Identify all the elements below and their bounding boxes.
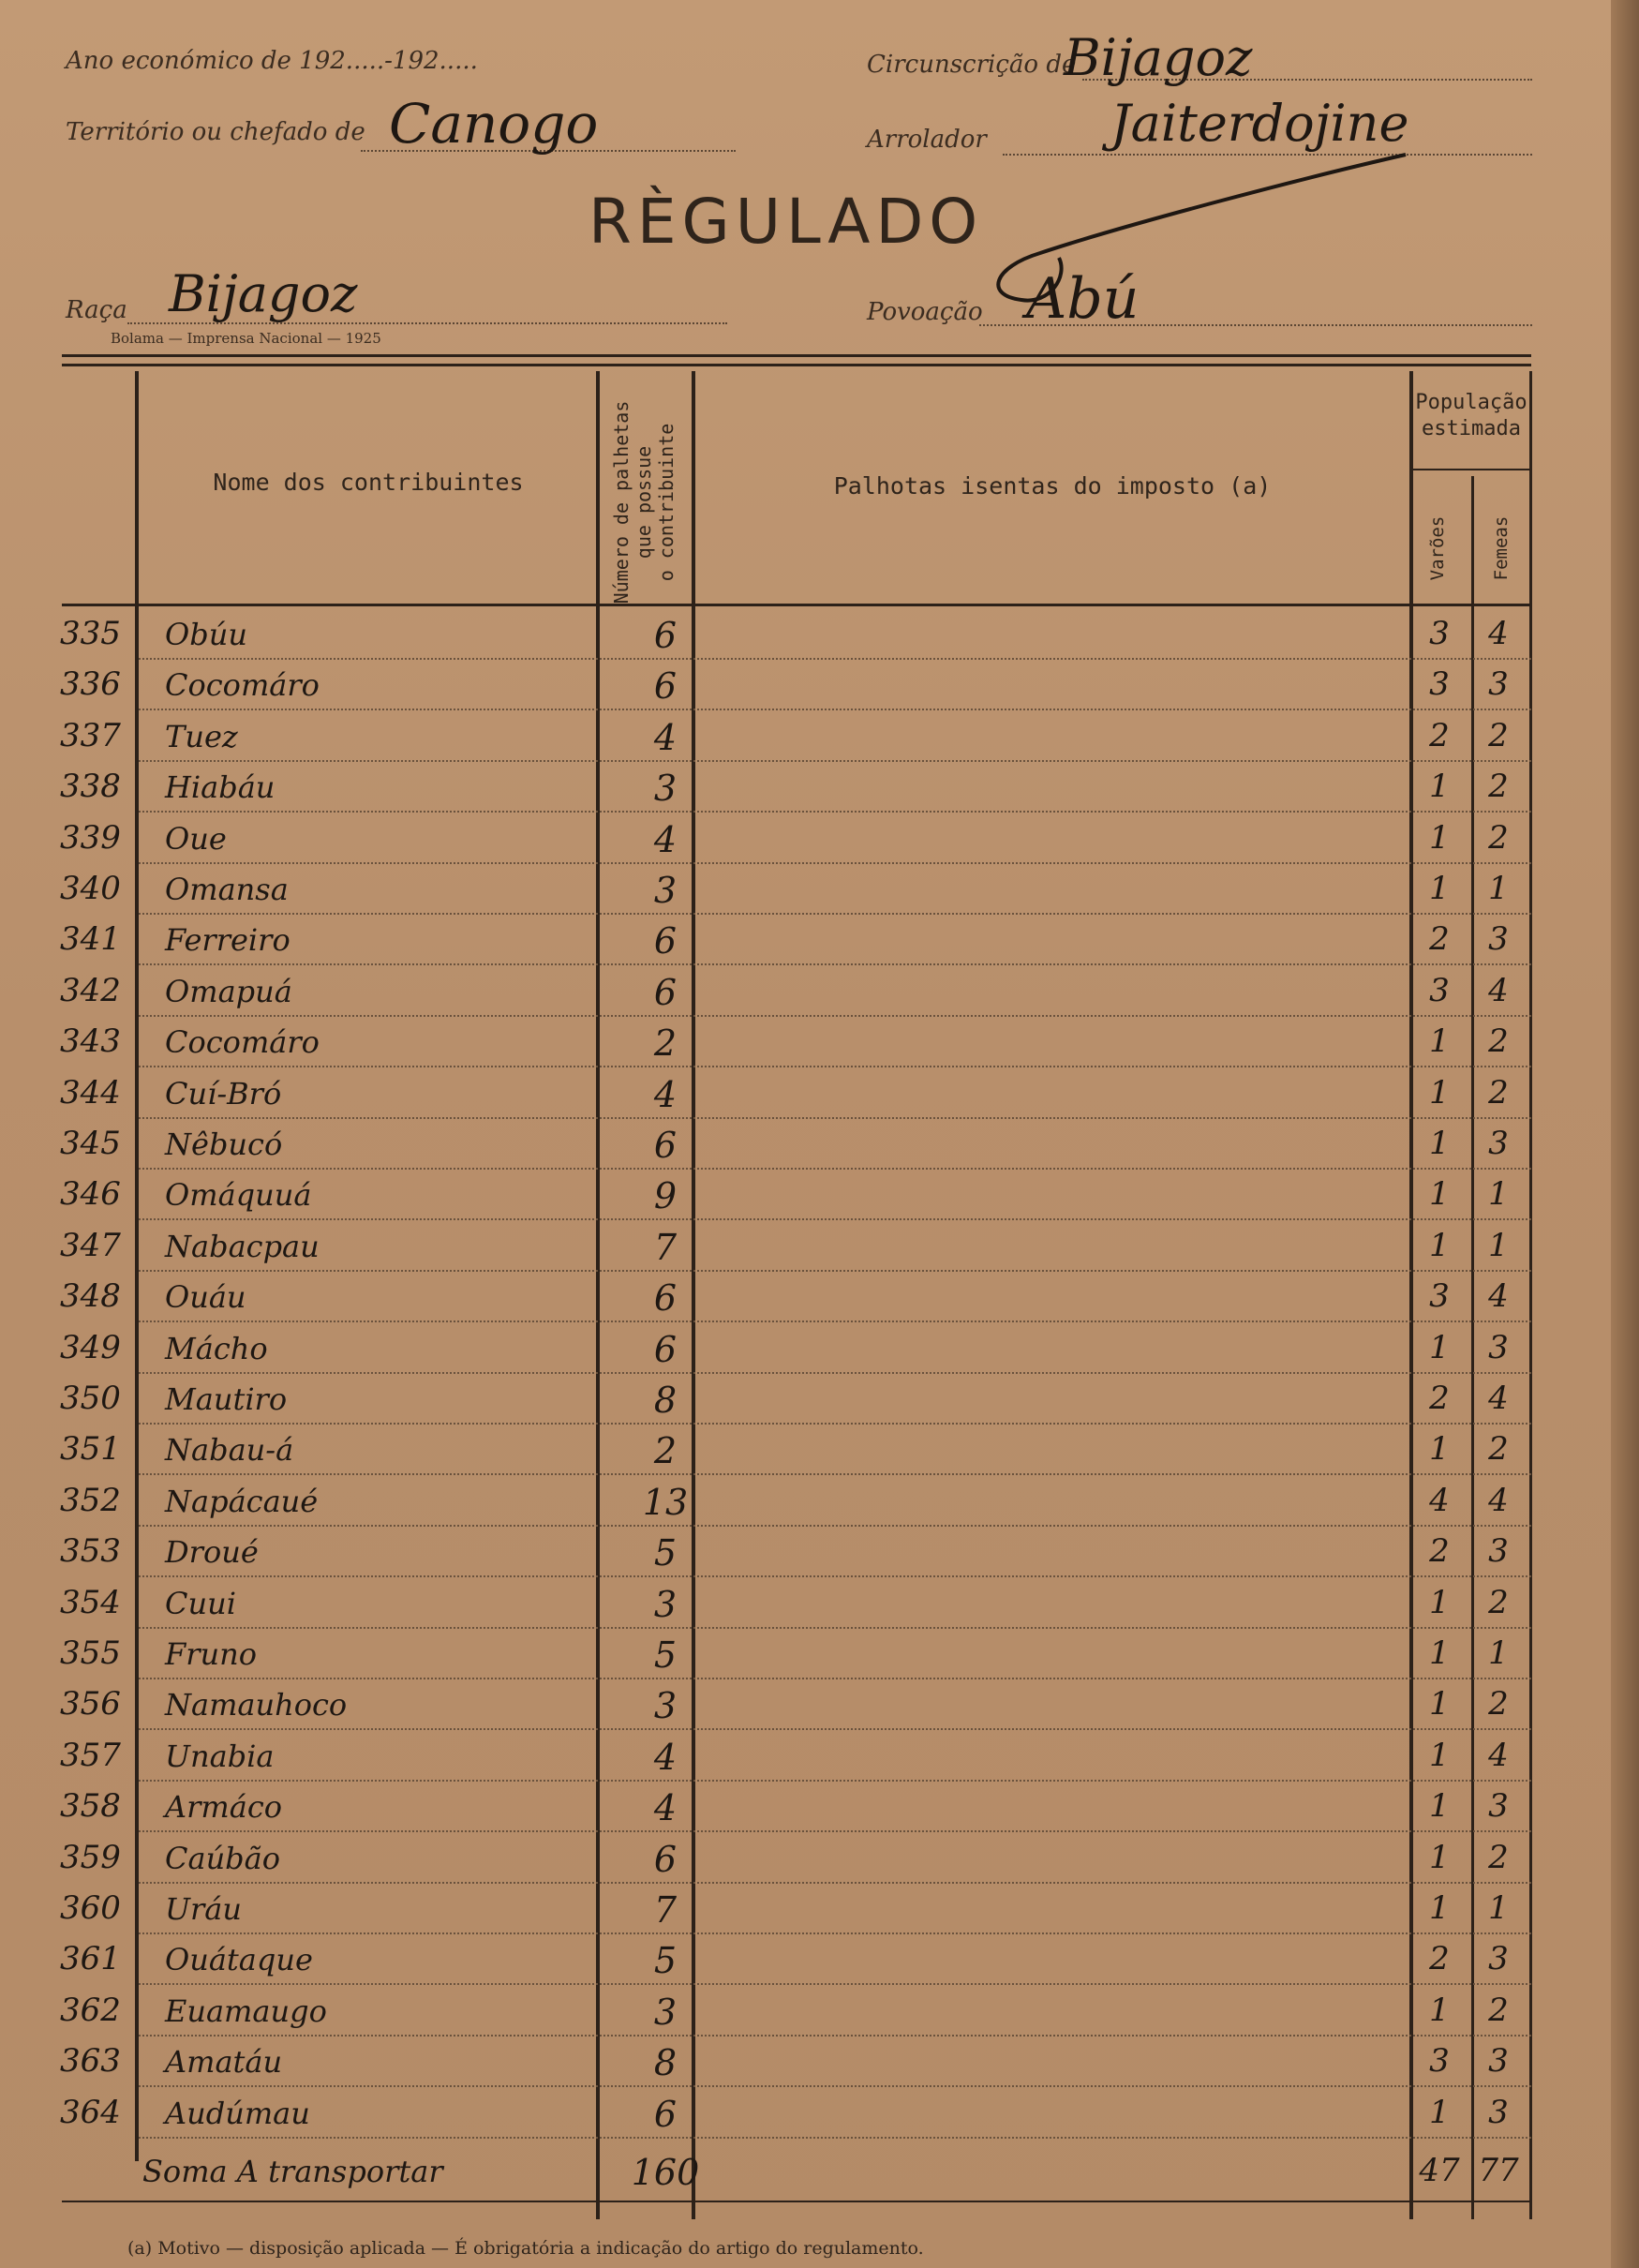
huts-count: 3 [653,1991,678,2033]
contributor-name: Omáquuá [165,1177,312,1214]
varoes-count: 3 [1429,2042,1450,2081]
table-row [60,1323,1531,1374]
ano-label: Ano económico de 192.....-192..... [66,47,478,75]
huts-count: 4 [653,1736,678,1778]
row-number: 355 [60,1634,121,1672]
huts-count: 6 [653,615,678,656]
huts-count: 4 [653,716,678,758]
varoes-count: 1 [1429,818,1450,857]
contributor-name: Unabia [165,1738,275,1774]
table-top-rule-2 [62,364,1531,366]
varoes-count: 3 [1429,615,1450,652]
huts-count: 6 [653,971,678,1013]
col-header-populacao-line2: estimada [1422,417,1521,440]
femeas-count: 3 [1488,1125,1509,1162]
row-number: 352 [60,1481,121,1519]
col-header-varoes: Varões [1427,515,1448,581]
table-row [60,1068,1531,1119]
varoes-count: 2 [1429,1532,1450,1571]
contributor-name: Omapuá [165,973,292,1009]
femeas-count: 2 [1488,1991,1509,2029]
row-number: 344 [60,1073,121,1112]
huts-count: 8 [653,1380,678,1421]
table-row [60,1221,1531,1272]
femeas-count: 2 [1488,818,1509,857]
row-separator [139,2137,1531,2139]
row-number: 335 [60,615,121,652]
femeas-count: 2 [1488,716,1509,754]
contributor-name: Cuí-Bró [165,1075,282,1112]
femeas-count: 2 [1488,1838,1509,1876]
table-row [60,1578,1531,1629]
femeas-count: 3 [1488,1787,1509,1826]
table-top-rule [62,354,1531,357]
row-number: 340 [60,870,121,907]
femeas-count: 4 [1488,615,1509,652]
contributor-name: Fruno [165,1636,257,1672]
row-number: 356 [60,1685,121,1723]
huts-count: 6 [653,1838,678,1880]
varoes-count: 1 [1429,2093,1450,2131]
total-label: Soma A transportar [142,2154,443,2189]
varoes-count: 2 [1429,716,1450,754]
row-number: 353 [60,1532,121,1571]
col-header-populacao [1413,390,1529,442]
row-number: 359 [60,1838,121,1876]
table-bottom-rule [62,2201,1531,2202]
femeas-count: 3 [1488,1328,1509,1366]
footnote: (a) Motivo — disposição aplicada — É obrigatória a indicação do artigo do regulamento. [127,2238,924,2259]
col-header-palhotas [610,385,678,619]
row-number: 348 [60,1277,121,1316]
huts-count: 3 [653,870,678,911]
huts-count: 7 [653,1889,678,1931]
femeas-count: 4 [1488,1380,1509,1417]
row-number: 345 [60,1125,121,1162]
huts-count: 3 [653,1685,678,1727]
row-number: 360 [60,1889,121,1927]
varoes-count: 1 [1429,1175,1450,1214]
femeas-count: 2 [1488,1685,1509,1723]
row-number: 337 [60,716,121,754]
table-row [60,1476,1531,1527]
femeas-count: 1 [1488,1889,1509,1927]
contributor-name: Obúu [165,617,247,652]
femeas-count: 1 [1488,870,1509,907]
table-row [60,864,1531,915]
contributor-name: Ferreiro [165,922,291,959]
varoes-count: 3 [1429,665,1450,704]
populacao-sub-rule [1413,469,1531,470]
table-row [60,1017,1531,1067]
huts-count: 2 [653,1022,678,1065]
row-number: 358 [60,1787,121,1826]
huts-count: 5 [653,1634,678,1676]
femeas-count: 1 [1488,1175,1509,1214]
varoes-count: 1 [1429,870,1450,907]
varoes-count: 1 [1429,1073,1450,1112]
contributor-name: Tuez [165,718,238,754]
huts-count: 6 [653,2093,678,2135]
row-number: 341 [60,920,121,959]
contributor-name: Cocomáro [165,667,320,704]
table-row [60,1272,1531,1322]
circunscricao-value: Bijagoz [1064,28,1253,87]
row-number: 342 [60,971,121,1009]
varoes-count: 3 [1429,1277,1450,1316]
femeas-count: 4 [1488,971,1509,1009]
row-number: 349 [60,1328,121,1366]
contributor-name: Amatáu [165,2044,283,2081]
huts-count: 5 [653,1532,678,1574]
varoes-count: 1 [1429,768,1450,806]
raca-label: Raça [66,296,127,324]
total-row [60,2146,1531,2197]
femeas-count: 2 [1488,1583,1509,1621]
femeas-count: 4 [1488,1481,1509,1519]
table-row [60,1986,1531,2037]
row-number: 363 [60,2042,121,2081]
huts-count: 9 [653,1175,678,1217]
povoacao-value: Abú [1026,266,1140,332]
contributor-name: Cuui [165,1585,236,1621]
contributor-name: Cocomáro [165,1024,320,1061]
table-row [60,1679,1531,1730]
contributor-name: Mautiro [165,1381,288,1417]
femeas-count: 4 [1488,1277,1509,1316]
table-row [60,2088,1531,2139]
huts-count: 6 [653,920,678,962]
huts-count: 3 [653,768,678,810]
huts-count: 7 [653,1226,678,1268]
row-number: 361 [60,1940,121,1978]
huts-count: 4 [653,1787,678,1829]
table-row [60,1884,1531,1934]
femeas-count: 1 [1488,1226,1509,1264]
territorio-value: Canogo [389,92,599,156]
contributor-name: Nabau-á [165,1432,294,1469]
row-number: 339 [60,818,121,857]
contributor-name: Armáco [165,1789,283,1826]
varoes-count: 2 [1429,920,1450,959]
huts-count: 6 [653,1277,678,1320]
table-row [60,711,1531,762]
total-men: 47 [1419,2152,1460,2189]
femeas-count: 3 [1488,1532,1509,1571]
contributor-name: Nêbucó [165,1127,283,1162]
col-header-femeas: Femeas [1491,515,1512,581]
huts-count: 6 [653,1328,678,1370]
huts-count: 4 [653,1073,678,1115]
femeas-count: 3 [1488,1940,1509,1978]
contributor-name: Nabacpau [165,1228,320,1264]
contributor-name: Ouáu [165,1279,246,1316]
femeas-count: 2 [1488,1430,1509,1469]
contributor-name: Mácho [165,1330,268,1366]
varoes-count: 1 [1429,1328,1450,1366]
table-row [60,1629,1531,1679]
contributor-name: Omansa [165,872,289,907]
table-row [60,1374,1531,1425]
table-row [60,2037,1531,2087]
femeas-count: 4 [1488,1736,1509,1774]
varoes-count: 1 [1429,1787,1450,1826]
header-bottom-rule [62,604,1531,606]
row-number: 364 [60,2093,121,2131]
contributor-name: Uráu [165,1891,242,1927]
table-row [60,915,1531,965]
varoes-count: 1 [1429,1226,1450,1264]
femeas-count: 3 [1488,2093,1509,2131]
huts-count: 2 [653,1430,678,1472]
col-header-palhotas-line2: que possue [633,445,655,560]
huts-count: 13 [642,1481,689,1523]
arrolador-label: Arrolador [867,126,987,154]
varoes-count: 3 [1429,971,1450,1009]
row-number: 347 [60,1226,121,1264]
table-row [60,1782,1531,1832]
contributor-name: Ouátaque [165,1942,313,1978]
row-number: 346 [60,1175,121,1214]
table-row [60,1119,1531,1170]
table-row [60,1527,1531,1577]
varoes-count: 1 [1429,1634,1450,1672]
huts-count: 4 [653,818,678,860]
contributor-name: Audúmau [165,2095,310,2131]
contributor-name: Droué [165,1534,259,1571]
huts-count: 8 [653,2042,678,2084]
col-header-nome: Nome dos contribuintes [213,469,524,496]
contributor-name: Euamaugo [165,1992,327,2029]
row-number: 350 [60,1380,121,1417]
territorio-label: Território ou chefado de [66,118,365,146]
contributor-name: Napácaué [165,1483,319,1519]
varoes-count: 1 [1429,1736,1450,1774]
table-row [60,1833,1531,1884]
total-women: 77 [1478,2152,1519,2189]
table-row [60,660,1531,710]
femeas-count: 2 [1488,1073,1509,1112]
femeas-count: 2 [1488,768,1509,806]
varoes-count: 1 [1429,1991,1450,2029]
row-number: 362 [60,1991,121,2029]
contributor-name: Caúbão [165,1840,280,1876]
table-row [60,966,1531,1017]
contributor-name: Namauhoco [165,1687,348,1723]
varoes-count: 1 [1429,1125,1450,1162]
table-row [60,1170,1531,1220]
row-number: 343 [60,1022,121,1061]
page-title: RÈGULADO [589,186,984,258]
huts-count: 6 [653,665,678,708]
varoes-count: 1 [1429,1838,1450,1876]
total-huts: 160 [631,2152,700,2193]
varoes-count: 1 [1429,1430,1450,1469]
contributor-name: Hiabáu [165,769,276,806]
varoes-count: 2 [1429,1380,1450,1417]
femeas-count: 3 [1488,2042,1509,2081]
circunscricao-label: Circunscrição de [867,51,1077,79]
huts-count: 6 [653,1125,678,1166]
binding-edge [1611,0,1639,2268]
row-number: 357 [60,1736,121,1774]
col-header-isentas: Palhotas isentas do imposto (a) [833,472,1272,500]
huts-count: 3 [653,1583,678,1625]
varoes-count: 4 [1429,1481,1450,1519]
row-number: 336 [60,665,121,704]
col-header-palhotas-line1: Número de palhetas [610,400,633,604]
raca-value: Bijagoz [169,264,358,323]
femeas-count: 3 [1488,920,1509,959]
row-number: 354 [60,1583,121,1621]
table-row [60,1425,1531,1475]
femeas-count: 3 [1488,665,1509,704]
varoes-count: 1 [1429,1583,1450,1621]
table-row [60,1731,1531,1782]
col-header-palhotas-line3: o contribuinte [655,423,678,582]
col-header-populacao-line1: População [1415,391,1527,414]
huts-count: 5 [653,1940,678,1982]
femeas-count: 1 [1488,1634,1509,1672]
contributor-name: Oue [165,820,227,857]
varoes-count: 1 [1429,1889,1450,1927]
povoacao-label: Povoação [867,298,983,326]
varoes-count: 1 [1429,1022,1450,1061]
varoes-count: 1 [1429,1685,1450,1723]
arrolador-value: Jaiterdojine [1110,94,1409,153]
row-number: 338 [60,768,121,806]
row-number: 351 [60,1430,121,1469]
table-row [60,762,1531,813]
table-row [60,609,1531,660]
imprint: Bolama — Imprensa Nacional — 1925 [111,330,381,347]
table-row [60,813,1531,864]
varoes-count: 2 [1429,1940,1450,1978]
table-row [60,1934,1531,1985]
femeas-count: 2 [1488,1022,1509,1061]
